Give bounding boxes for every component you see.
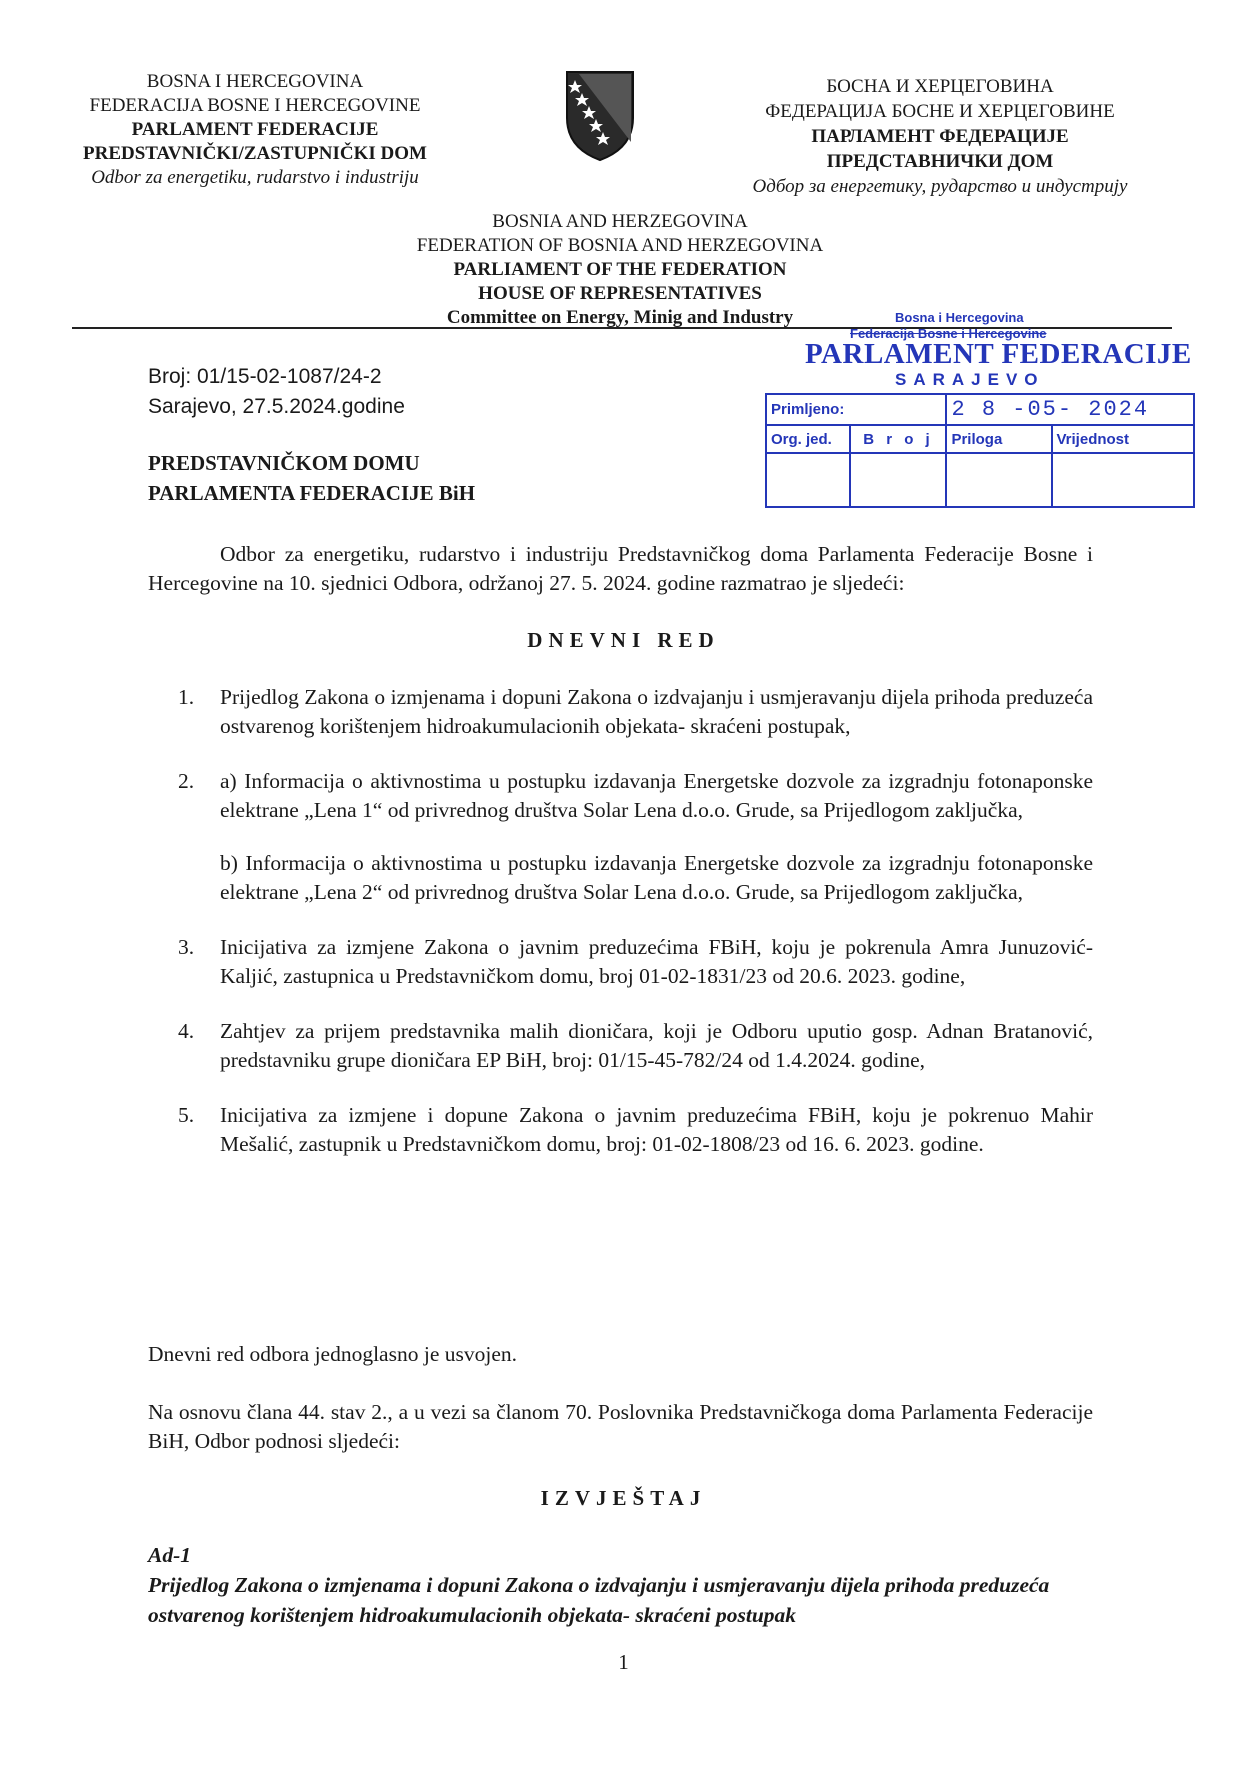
header-left-house: PREDSTAVNIČKI/ZASTUPNIČKI DOM [83,143,427,164]
list-item [148,1017,1093,1075]
header-left-parliament: PARLAMENT FEDERACIJE [131,119,379,140]
basis-paragraph: Na osnovu člana 44. stav 2., a u vezi sa članom 70. Poslovnika Predstavničkoga doma Parlamenta Federacije BiH, Odbor podnosi sljedeći: [148,1400,1093,1453]
stamp-cell-empty [1052,453,1195,507]
list-item [148,933,1093,991]
stamp-received-date: 2 8 -05- 2024 [946,394,1194,425]
agenda-item-text: Inicijativa za izmjene i dopune Zakona o javnim preduzećima FBiH, koju je pokrenuo Mahir Mešalić, zastupnik u Predstavničkom domu, broj: 01-02-1808/23 od 16. 6. 2023. godine. [220,1103,1093,1156]
stamp-received-label: Primljeno: [766,394,946,425]
agenda-item-number: 3. [178,935,195,959]
document-meta [148,362,405,422]
agenda-item-number: 2. [178,769,195,793]
header-right-committee: Одбор за енергетику, рударство и индустрију [752,176,1128,197]
agenda-item-text: a) Informacija o aktivnostima u postupku izdavanja Energetske dozvole za izgradnju fotonaponske elektrane „Lena 1“ od privrednog društva Solar Lena d.o.o. Grude, sa Prijedlogom zaključka, [220,769,1093,822]
agenda-item-number: 4. [178,1019,195,1043]
stamp-col-number: B r o j [850,425,946,453]
addressee-line1: PREDSTAVNIČKOM DOMU [148,451,420,475]
document-place-date: Sarajevo, 27.5.2024.godine [148,395,405,418]
header-left-block [70,70,440,190]
stamp-col-attachments: Priloga [946,425,1051,453]
header-center-entity: FEDERATION OF BOSNIA AND HERZEGOVINA [416,235,824,256]
addressee-line2: PARLAMENTA FEDERACIJE BiH [148,481,476,505]
receipt-stamp [765,308,1205,523]
list-item [148,1101,1093,1159]
header-center-parliament: PARLIAMENT OF THE FEDERATION [453,259,787,280]
header-left-entity: FEDERACIJA BOSNE I HERCEGOVINE [89,95,421,116]
coat-of-arms-icon [565,70,635,162]
header-right-block [710,74,1170,199]
stamp-cell-empty [766,453,850,507]
header-center-house: HOUSE OF REPRESENTATIVES [478,283,762,304]
page-number: 1 [618,1650,629,1674]
stamp-cell-empty [850,453,946,507]
agenda-item-text: Inicijativa za izmjene Zakona o javnim preduzećima FBiH, koju je pokrenula Amra Junuzović- Kaljić, zastupnica u Predstavničkom domu, broj 01-02-1831/23 od 20.6. 2023. godine, [220,935,1093,988]
stamp-col-value: Vrijednost [1052,425,1195,453]
ad1-block [148,1540,1093,1630]
agenda-list [148,683,1093,1185]
stamp-city: SARAJEVO [895,370,1045,389]
stamp-parliament: PARLAMENT FEDERACIJE [805,338,1192,370]
agenda-item-number: 5. [178,1103,195,1127]
agenda-item-text: Zahtjev za prijem predstavnika malih dioničara, koji je Odboru uputio gosp. Adnan Bratanović, predstavniku grupe dioničara EP BiH, broj: 01/15-45-782/24 od 1.4.2024. godine, [220,1019,1093,1072]
header-left-committee: Odbor za energetiku, rudarstvo i industriju [91,167,419,188]
agenda-title: DNEVNI RED [527,628,720,652]
header-right-entity: ФЕДЕРАЦИЈА БОСНЕ И ХЕРЦЕГОВИНЕ [765,101,1115,122]
header-center-committee: Committee on Energy, Minig and Industry [446,307,794,328]
stamp-country: Bosna i Hercegovina [895,310,1024,325]
intro-paragraph: Odbor za energetiku, rudarstvo i industriju Predstavničkog doma Parlamenta Federacije Bosne i Hercegovine na 10. sjednici Odbora, održanoj 27. 5. 2024. godine razmatrao je sljedeći: [148,542,1093,595]
addressee [148,448,475,508]
stamp-cell-empty [946,453,1051,507]
header-center-country: BOSNIA AND HERZEGOVINA [492,211,748,232]
header-right-house: ПРЕДСТАВНИЧКИ ДОМ [826,151,1054,172]
header-right-country: БОСНА И ХЕРЦЕГОВИНА [826,76,1054,97]
report-title: IZVJEŠTAJ [540,1486,707,1510]
list-item [148,767,1093,907]
stamp-col-org: Org. jed. [766,425,850,453]
list-item [148,683,1093,741]
document-number: Broj: 01/15-02-1087/24-2 [148,365,382,388]
ad1-label: Ad-1 [148,1543,191,1567]
agenda-item-number: 1. [178,685,195,709]
agenda-adopted: Dnevni red odbora jednoglasno je usvojen. [148,1342,517,1366]
header-left-country: BOSNA I HERCEGOVINA [146,71,364,92]
ad1-title: Prijedlog Zakona o izmjenama i dopuni Zakona o izdvajanju i usmjeravanju dijela prihoda preduzeća ostvarenog korištenjem hidroakumulacionih objekata- skraćeni postupak [148,1573,1050,1627]
agenda-item-text-b: b) Informacija o aktivnostima u postupku izdavanja Energetske dozvole za izgradnju fotonaponske elektrane „Lena 2“ od privrednog društva Solar Lena d.o.o. Grude, sa Prijedlogom zaključka, [220,851,1093,904]
stamp-entity: Federacija Bosne i Hercegovine [850,326,1047,341]
header-right-parliament: ПАРЛАМЕНТ ФЕДЕРАЦИЈЕ [811,126,1069,147]
agenda-item-text: Prijedlog Zakona o izmjenama i dopuni Zakona o izdvajanju i usmjeravanju dijela prihoda preduzeća ostvarenog korištenjem hidroakumulacionih objekata- skraćeni postupak, [220,685,1093,738]
stamp-table [765,393,1195,508]
